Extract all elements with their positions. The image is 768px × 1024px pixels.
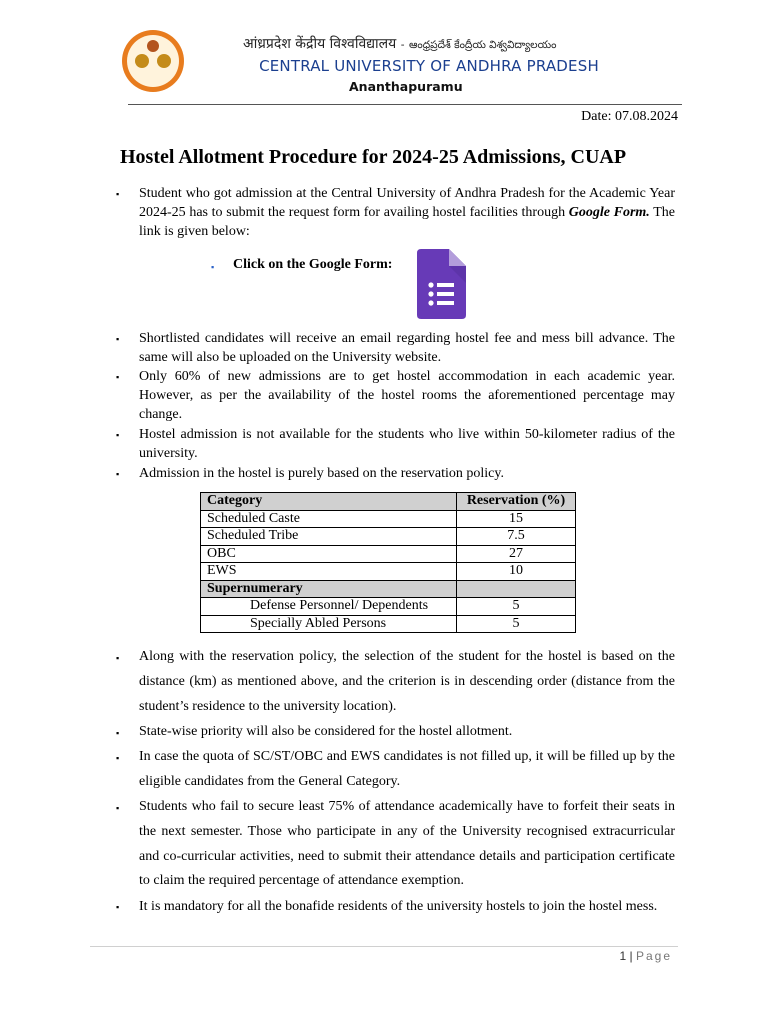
university-name: CENTRAL UNIVERSITY OF ANDHRA PRADESH <box>259 57 599 75</box>
page-title: Hostel Allotment Procedure for 2024-25 Admissions, CUAP <box>120 146 627 168</box>
table-header-row <box>201 493 576 511</box>
table-cell-category: Defense Personnel/ Dependents <box>201 598 457 616</box>
list-item: Shortlisted candidates will receive an email regarding hostel fee and mess bill advance. The same will also be uploaded on the University website. <box>139 331 675 365</box>
bullet-marker: ▪ <box>116 728 120 738</box>
bullet-marker: ▪ <box>116 653 120 663</box>
table-cell-category: Specially Abled Persons <box>201 615 457 633</box>
table-cell-value: 5 <box>457 598 576 616</box>
intro-paragraph <box>139 184 675 241</box>
bullet-marker: ▪ <box>116 334 120 344</box>
table-cell-value: 10 <box>457 563 576 581</box>
table-row <box>201 615 576 633</box>
bullet-marker: ▪ <box>116 803 120 813</box>
bullet-marker: ▪ <box>116 469 120 479</box>
google-form-emphasis: Google Form. <box>568 205 650 220</box>
page-label: Page <box>635 949 672 963</box>
table-cell-value: 27 <box>457 545 576 563</box>
bullet-marker: ▪ <box>116 753 120 763</box>
table-section-blank <box>457 580 576 598</box>
google-form-link-label[interactable]: Click on the Google Form: <box>233 257 393 272</box>
google-forms-icon[interactable] <box>417 249 466 319</box>
intro-text: Student who got admission at the Central University of Andhra Pradesh for the Academic Year 2024-25 has to submit the request form for availing hostel facilities through <box>139 186 675 220</box>
bullet-marker: ▪ <box>116 372 120 382</box>
table-row <box>201 563 576 581</box>
list-item: Along with the reservation policy, the selection of the student for the hostel is based on the distance (km) as mentioned above, and the criterion is in descending order (distance from the student’s residence to the university location). <box>139 649 675 714</box>
footer-divider <box>90 946 678 947</box>
table-header-reservation: Reservation (%) <box>457 493 576 511</box>
table-section-row <box>201 580 576 598</box>
list-item: Hostel admission is not available for the students who live within 50-kilometer radius of the university. <box>139 427 675 461</box>
table-row <box>201 510 576 528</box>
header-divider <box>128 104 682 105</box>
page-footer <box>619 949 672 963</box>
document-date: Date: 07.08.2024 <box>581 109 678 124</box>
table-cell-value: 5 <box>457 615 576 633</box>
native-title <box>243 34 556 54</box>
list-item: State-wise priority will also be considered for the hostel allotment. <box>139 724 513 739</box>
list-item: In case the quota of SC/ST/OBC and EWS candidates is not filled up, it will be filled up by the eligible candidates from the General Category. <box>139 749 675 789</box>
bullet-marker: ▪ <box>116 430 120 440</box>
university-logo <box>122 30 184 92</box>
table-cell-category: Scheduled Caste <box>201 510 457 528</box>
city-name: Ananthapuramu <box>349 79 463 94</box>
table-section-header: Supernumerary <box>201 580 457 598</box>
table-cell-value: 7.5 <box>457 528 576 546</box>
bullet-marker: ▪ <box>116 189 120 199</box>
table-cell-category: OBC <box>201 545 457 563</box>
list-item: It is mandatory for all the bonafide residents of the university hostels to join the hostel mess. <box>139 899 658 914</box>
table-row <box>201 545 576 563</box>
table-row <box>201 528 576 546</box>
page-number: 1 <box>619 949 627 963</box>
bullet-marker: ▪ <box>116 902 120 912</box>
table-cell-category: EWS <box>201 563 457 581</box>
list-item: Admission in the hostel is purely based on the reservation policy. <box>139 466 504 481</box>
hindi-title: आंध्रप्रदेश केंद्रीय विश्वविद्यालय <box>243 36 397 52</box>
title-separator: - <box>400 39 405 51</box>
table-cell-category: Scheduled Tribe <box>201 528 457 546</box>
telugu-title: ఆంధ్రప్రదేశ్ కేంద్రీయ విశ్వవిద్యాలయం <box>409 39 557 51</box>
footer-separator: | <box>629 949 633 963</box>
intro-text-after: The link is given below: <box>139 205 675 239</box>
table-row <box>201 598 576 616</box>
list-item: Only 60% of new admissions are to get hostel accommodation in each academic year. However, as per the availability of the hostel rooms the aforementioned percentage may change. <box>139 369 675 422</box>
table-header-category: Category <box>201 493 457 511</box>
table-cell-value: 15 <box>457 510 576 528</box>
list-item: Students who fail to secure least 75% of attendance academically have to forfeit their seats in the next semester. Those who participate in any of the University recognised extracurricular and co-curricular activities, need to submit their attendance details and participation certificate to claim the required percentage of attendance exemption. <box>139 799 675 889</box>
reservation-table <box>200 492 576 633</box>
sub-bullet-marker: ▪ <box>211 262 215 272</box>
